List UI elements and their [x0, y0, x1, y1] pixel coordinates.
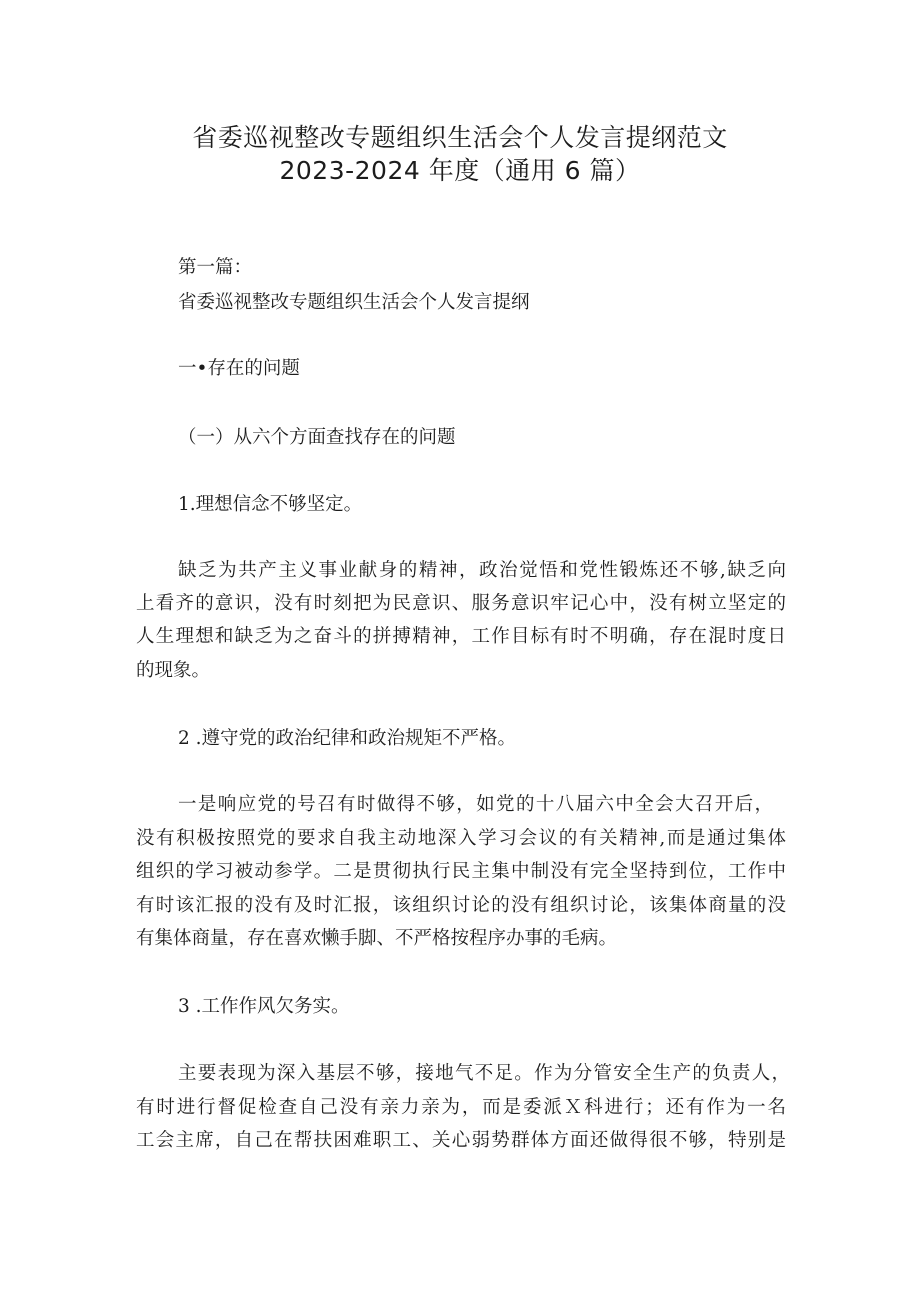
document-subtitle: 2023-2024 年度（通用 6 篇） [279, 156, 641, 185]
section-heading: 一•存在的问题 [178, 358, 300, 379]
paragraph-line: 组织的学习被动参学。二是贯彻执行民主集中制没有完全坚持到位，工作中 [136, 861, 786, 882]
item-heading: 1.理想信念不够坚定。 [178, 494, 363, 515]
paragraph-line: 缺乏为共产主义事业献身的精神，政治觉悟和党性锻炼还不够,缺乏向 [178, 560, 786, 581]
paragraph-line: 有集体商量，存在喜欢懒手脚、不严格按程序办事的毛病。 [136, 928, 618, 949]
paragraph-line: 工会主席，自己在帮扶困难职工、关心弱势群体方面还做得很不够，特别是 [136, 1130, 786, 1151]
paragraph-line: 有时进行督促检查自己没有亲力亲为，而是委派Ｘ科进行；还有作为一名 [136, 1097, 786, 1118]
item-heading: 3 .工作作风欠务实。 [178, 996, 350, 1017]
paragraph-line: 上看齐的意识，没有时刻把为民意识、服务意识牢记心中，没有树立坚定的 [136, 593, 786, 614]
part-title: 省委巡视整改专题组织生活会个人发言提纲 [178, 292, 530, 313]
paragraph-line: 有时该汇报的没有及时汇报，该组织讨论的没有组织讨论，该集体商量的没 [136, 895, 786, 916]
paragraph-line: 人生理想和缺乏为之奋斗的拼搏精神，工作目标有时不明确，存在混时度日 [136, 626, 786, 647]
part-label: 第一篇： [178, 257, 253, 278]
paragraph-line: 没有积极按照党的要求自我主动地深入学习会议的有关精神,而是通过集体 [136, 828, 786, 849]
paragraph-line: 一是响应党的号召有时做得不够，如党的十八届六中全会大召开后， [178, 794, 773, 815]
document-title: 省委巡视整改专题组织生活会个人发言提纲范文 [192, 123, 728, 152]
paragraph-line: 的现象。 [136, 660, 211, 681]
paragraph-line: 主要表现为深入基层不够，接地气不足。作为分管安全生产的负责人， [178, 1063, 790, 1084]
item-heading: 2 .遵守党的政治纪律和政治规矩不严格。 [178, 728, 517, 749]
subsection-heading: （一）从六个方面查找存在的问题 [178, 427, 456, 448]
